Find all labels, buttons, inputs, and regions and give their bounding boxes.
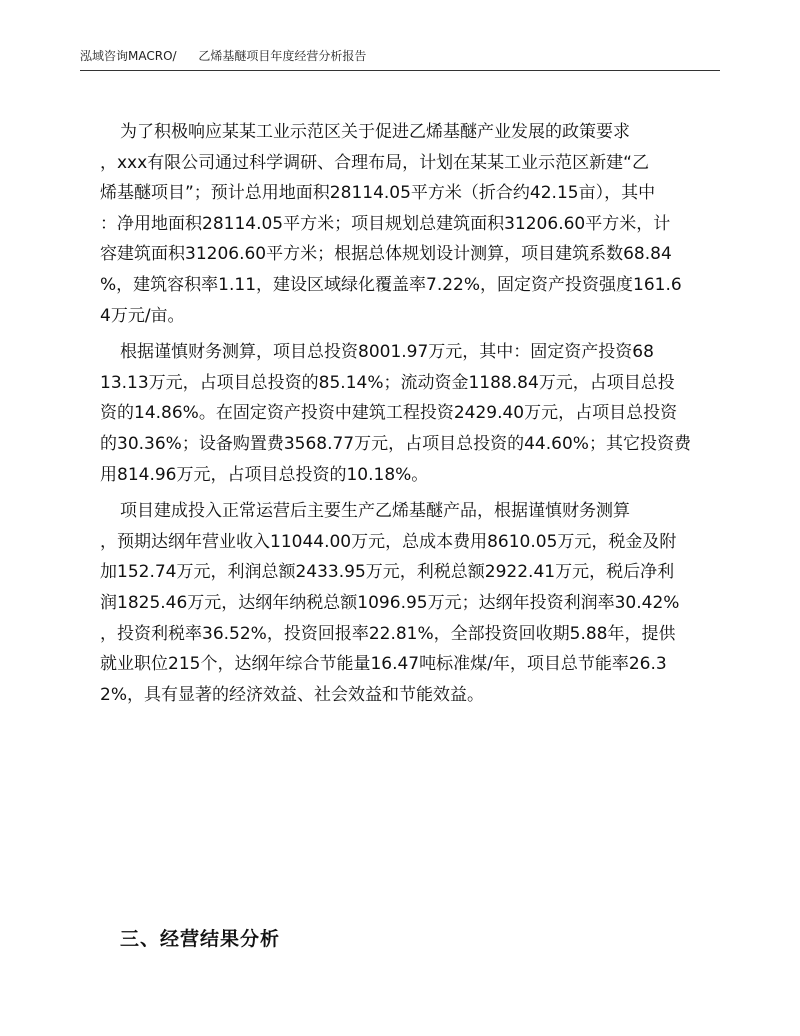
text-line: 项目建成投入正常运营后主要生产乙烯基醚产品，根据谨慎财务测算 bbox=[120, 501, 630, 522]
paragraph-project-overview bbox=[100, 117, 720, 331]
text-line: %，建筑容积率1.11，建设区域绿化覆盖率7.22%，固定资产投资强度161.6 bbox=[100, 274, 682, 295]
text-line: ，投资利税率36.52%，投资回报率22.81%，全部投资回收期5.88年，提供 bbox=[100, 623, 676, 644]
text-line: ：净用地面积28114.05平方米；项目规划总建筑面积31206.60平方米，计 bbox=[100, 213, 671, 234]
text-line: 2%，具有显著的经济效益、社会效益和节能效益。 bbox=[100, 684, 484, 705]
header-doc-title: 乙烯基醚项目年度经营分析报告 bbox=[198, 49, 367, 63]
text-line: 根据谨慎财务测算，项目总投资8001.97万元，其中：固定资产投资68 bbox=[120, 342, 654, 363]
text-line: 就业职位215个，达纲年综合节能量16.47吨标准煤/年，项目总节能率26.3 bbox=[100, 654, 667, 675]
text-line: 13.13万元，占项目总投资的85.14%；流动资金1188.84万元，占项目总投 bbox=[100, 372, 675, 393]
text-line: ，预期达纲年营业收入11044.00万元，总成本费用8610.05万元，税金及附 bbox=[100, 531, 677, 552]
text-line: 的30.36%；设备购置费3568.77万元，占项目总投资的44.60%；其它投资费 bbox=[100, 433, 691, 454]
paragraph-operation-results bbox=[100, 496, 720, 710]
header-company: 泓域咨询MACRO/ bbox=[80, 49, 177, 63]
paragraph-investment bbox=[100, 337, 720, 490]
text-line: 加152.74万元，利润总额2433.95万元，利税总额2922.41万元，税后净利 bbox=[100, 562, 675, 583]
text-line: 用814.96万元，占项目总投资的10.18%。 bbox=[100, 464, 429, 485]
text-line: 容建筑面积31206.60平方米；根据总体规划设计测算，项目建筑系数68.84 bbox=[100, 244, 672, 265]
document-body bbox=[100, 117, 720, 710]
text-line: ，xxx有限公司通过科学调研、合理布局，计划在某某工业示范区新建“乙 bbox=[100, 152, 649, 173]
text-line: 润1825.46万元，达纲年纳税总额1096.95万元；达纲年投资利润率30.42% bbox=[100, 592, 680, 613]
text-line: 烯基醚项目”；预计总用地面积28114.05平方米（折合约42.15亩），其中 bbox=[100, 183, 656, 204]
text-line: 4万元/亩。 bbox=[100, 305, 185, 326]
page-header bbox=[80, 48, 720, 71]
section-heading: 三、经营结果分析 bbox=[120, 928, 281, 950]
text-line: 资的14.86%。在固定资产投资中建筑工程投资2429.40万元，占项目总投资 bbox=[100, 403, 678, 424]
text-line: 为了积极响应某某工业示范区关于促进乙烯基醚产业发展的政策要求 bbox=[120, 122, 630, 142]
